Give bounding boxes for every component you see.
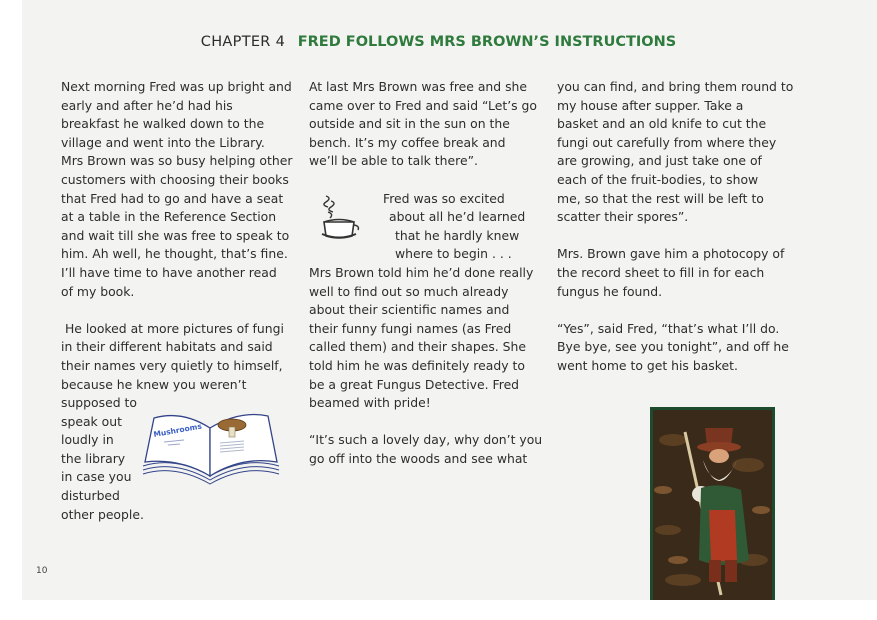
text-line: Mrs Brown was so busy helping other [61, 153, 293, 169]
text-line: him. Ah well, he thought, that’s fine. [61, 246, 288, 262]
chapter-heading [0, 34, 877, 50]
text-line: outside and sit in the sun on the [309, 116, 510, 132]
chapter-title: FRED FOLLOWS MRS BROWN’S INSTRUCTIONS [297, 34, 677, 50]
text-line: I’ll have time to have another read [61, 264, 277, 280]
open-book-icon [140, 410, 282, 486]
text-line: and wait till she was free to speak to [61, 227, 290, 243]
paragraph [309, 78, 537, 171]
text-line: early and after he’d had his [61, 97, 233, 113]
text-line: Mrs Brown told him he’d done really [309, 264, 534, 280]
text-line: bench. It’s my coffee break and [309, 134, 506, 150]
text-line: my house after supper. Take a [557, 97, 744, 113]
text-column-3 [557, 78, 794, 376]
text-line: speak out [61, 413, 122, 429]
text-line: of my book. [61, 283, 135, 299]
paragraph [557, 320, 789, 376]
text-line: fungus he found. [557, 283, 663, 299]
text-line: because he knew you weren’t [61, 376, 247, 392]
text-line: the record sheet to fill in for each [557, 264, 765, 280]
text-line: At last Mrs Brown was free and she [309, 79, 528, 94]
text-line: each of the fruit-bodies, to show [557, 171, 759, 187]
text-line: supposed to [61, 395, 137, 411]
text-line: the library [61, 450, 126, 466]
chapter-number: CHAPTER 4 [200, 34, 286, 50]
text-line: their funny fungi names (as Fred [309, 320, 512, 336]
text-line: called them) and their shapes. She [309, 339, 527, 355]
text-line: at a table in the Reference Section [61, 209, 277, 225]
text-line: Fred was so excited [383, 190, 505, 206]
text-line: beamed with pride! [309, 395, 431, 411]
text-line: Bye bye, see you tonight”, and off he [557, 339, 789, 355]
text-line: breakfast he walked down to the [61, 116, 265, 132]
gnome-figure-photo [650, 407, 775, 600]
text-line: be a great Fungus Detective. Fred [309, 376, 520, 392]
text-line: He looked at more pictures of fungi [61, 320, 284, 336]
text-line: came over to Fred and said “Let’s go [309, 97, 537, 113]
paragraph [309, 431, 543, 468]
text-line: about their scientific names and [309, 302, 510, 318]
text-line: “It’s such a lovely day, why don’t you [309, 432, 543, 448]
text-line: other people. [61, 506, 144, 522]
steaming-pot-icon [318, 192, 362, 242]
book-label: Mushrooms [152, 421, 203, 439]
text-line: their names very quietly to himself, [61, 357, 283, 373]
text-line: told him he was definitely ready to [309, 357, 525, 373]
text-line: village and went into the Library. [61, 134, 265, 150]
text-line: scatter their spores”. [557, 209, 689, 225]
text-line: fungi out carefully from where they [557, 134, 777, 150]
text-line: where to begin . . . [395, 246, 512, 262]
text-line: customers with choosing their books [61, 171, 289, 187]
text-line: well to find out so much already [309, 283, 509, 299]
text-line: went home to get his basket. [557, 357, 738, 373]
text-line: go off into the woods and see what [309, 450, 528, 466]
paragraph [557, 78, 794, 227]
text-line: Next morning Fred was up bright and [61, 79, 292, 94]
text-line: you can find, and bring them round to [557, 79, 794, 94]
text-line: me, so that the rest will be left to [557, 190, 764, 206]
text-line: are growing, and just take one of [557, 153, 762, 169]
text-line: Mrs. Brown gave him a photocopy of [557, 246, 785, 262]
text-line: in their different habitats and said [61, 339, 273, 355]
text-column-2 [309, 78, 543, 468]
text-line: that he hardly knew [395, 227, 520, 243]
text-line: loudly in [61, 432, 114, 448]
page-number: 10 [36, 566, 48, 576]
text-line: basket and an old knife to cut the [557, 116, 767, 132]
text-line: we’ll be able to talk there”. [309, 153, 478, 169]
text-line: “Yes”, said Fred, “that’s what I’ll do. [557, 320, 780, 336]
text-line: about all he’d learned [389, 209, 526, 225]
paragraph [61, 78, 293, 301]
text-line: in case you [61, 469, 132, 485]
text-line: that Fred had to go and have a seat [61, 190, 284, 206]
text-line: disturbed [61, 488, 120, 504]
paragraph [557, 245, 785, 301]
